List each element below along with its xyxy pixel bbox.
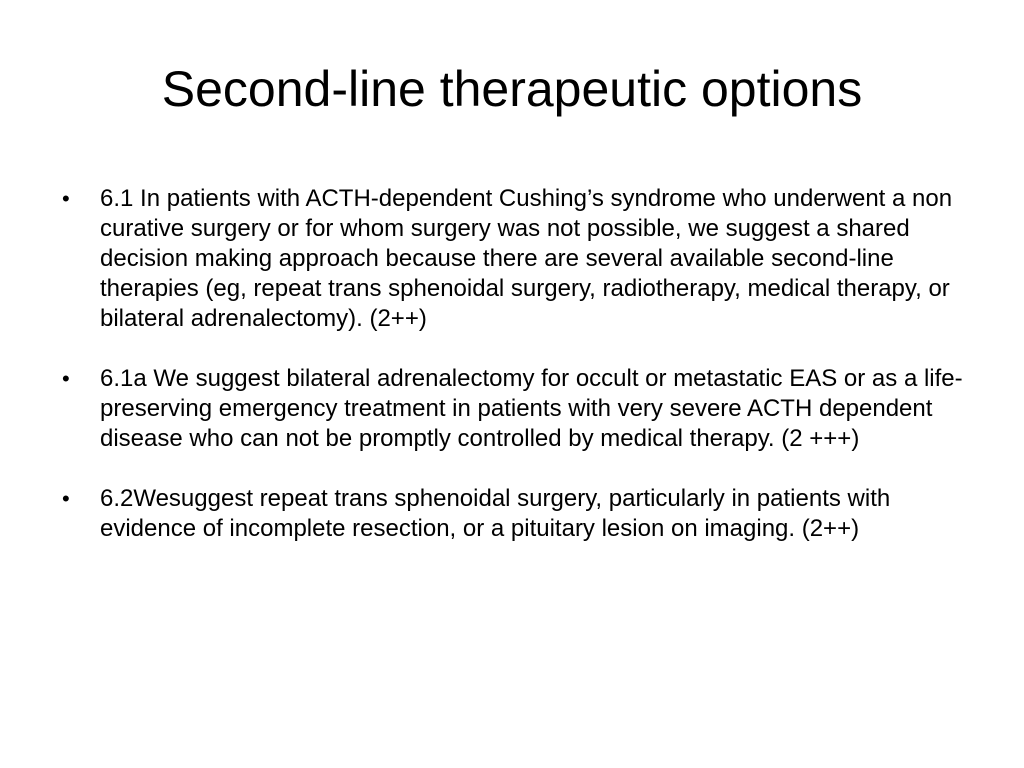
- bullet-item: [62, 364, 972, 454]
- bullet-item: [62, 184, 972, 334]
- bullet-dot-icon: •: [62, 486, 70, 511]
- slide-title: Second-line therapeutic options: [161, 61, 863, 117]
- bullet-dot-icon: •: [62, 186, 70, 211]
- bullet-text: 6.2Wesuggest repeat trans sphenoidal surgery, particularly in patients with evidence of incomplete resection, or a pituitary lesion on imaging. (2++): [100, 485, 891, 542]
- bullet-dot-icon: •: [62, 366, 70, 391]
- bullet-list: [62, 184, 972, 574]
- bullet-text: 6.1a We suggest bilateral adrenalectomy for occult or metastatic EAS or as a life-preserving emergency treatment in patients with very severe ACTH dependent disease who can not be promptly controlled by medical therapy. (2 +++): [100, 365, 963, 452]
- bullet-item: [62, 484, 972, 544]
- bullet-text: 6.1 In patients with ACTH-dependent Cushing’s syndrome who underwent a non curative surgery or for whom surgery was not possible, we suggest a shared decision making approach because there are several available second-line therapies (eg, repeat trans sphenoidal surgery, radiotherapy, medical therapy, or bilateral adrenalectomy). (2++): [100, 185, 953, 332]
